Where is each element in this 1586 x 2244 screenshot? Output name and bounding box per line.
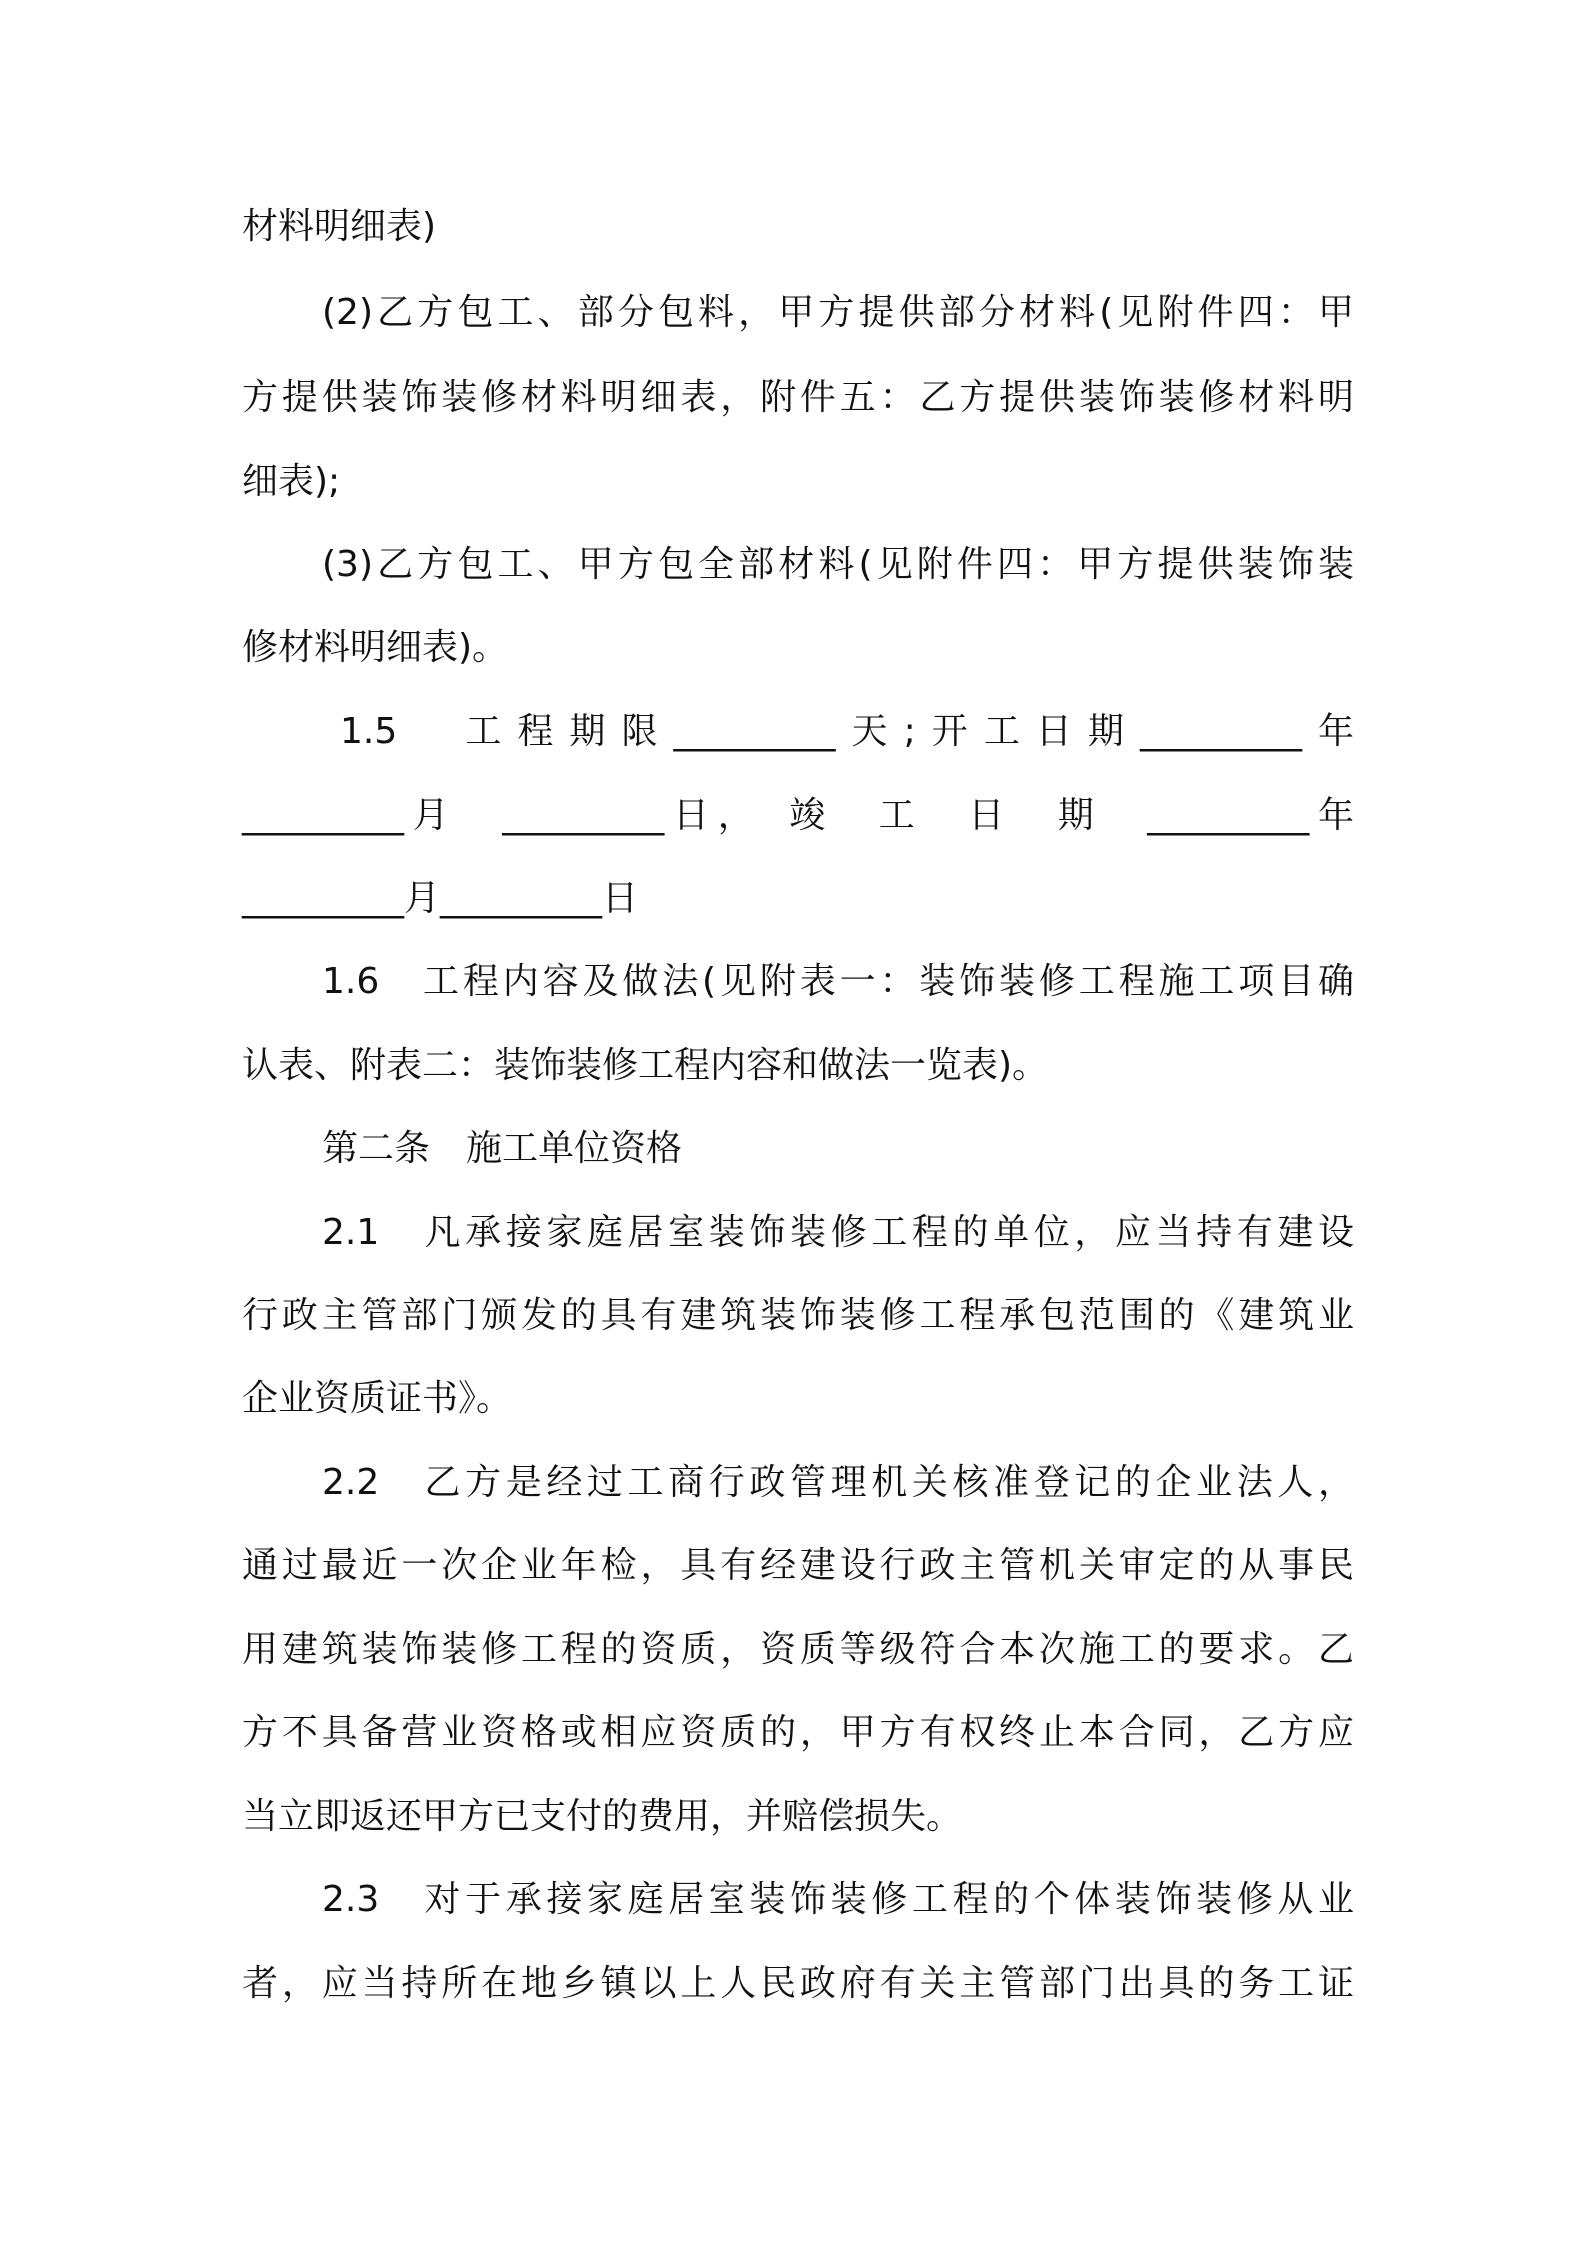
text-line: 行政主管部门颁发的具有建筑装饰装修工程承包范围的《建筑业 <box>242 1295 1354 1336</box>
text-line: _________月_________日 <box>242 878 638 919</box>
text-line: 方提供装饰装修材料明细表，附件五：乙方提供装饰装修材料明 <box>242 377 1354 418</box>
text-line: 用建筑装饰装修工程的资质，资质等级符合本次施工的要求。乙 <box>242 1629 1354 1670</box>
text-line: 方不具备营业资格或相应资质的，甲方有权终止本合同，乙方应 <box>242 1712 1354 1753</box>
text-line: 当立即返还甲方已支付的费用，并赔偿损失。 <box>242 1796 963 1837</box>
text-line: 2.3 对于承接家庭居室装饰装修工程的个体装饰装修从业 <box>322 1879 1354 1920</box>
text-line: 1.6 工程内容及做法(见附表一：装饰装修工程施工项目确 <box>322 961 1354 1002</box>
text-line: (2)乙方包工、部分包料，甲方提供部分材料(见附件四：甲 <box>322 292 1354 333</box>
text-line: 通过最近一次企业年检，具有经建设行政主管机关审定的从事民 <box>242 1545 1354 1586</box>
text-line: 1.5 工程期限_________天;开工日期_________年 <box>340 711 1354 752</box>
text-line: 认表、附表二：装饰装修工程内容和做法一览表)。 <box>242 1045 1049 1086</box>
text-line: 修材料明细表)。 <box>242 627 509 668</box>
text-line: 者，应当持所在地乡镇以上人民政府有关主管部门出具的务工证 <box>242 1963 1354 2004</box>
text-line: 细表); <box>242 461 341 502</box>
text-line: 企业资质证书》。 <box>242 1378 513 1419</box>
text-line: 材料明细表) <box>242 206 437 247</box>
text-line: _________月 _________日， 竣 工 日 期 _________年 <box>242 795 1354 836</box>
section-heading: 第二条 施工单位资格 <box>322 1128 683 1169</box>
text-line: 2.2 乙方是经过工商行政管理机关核准登记的企业法人， <box>322 1462 1354 1503</box>
text-line: 2.1 凡承接家庭居室装饰装修工程的单位，应当持有建设 <box>322 1212 1354 1253</box>
text-line: (3)乙方包工、甲方包全部材料(见附件四：甲方提供装饰装 <box>322 544 1354 585</box>
